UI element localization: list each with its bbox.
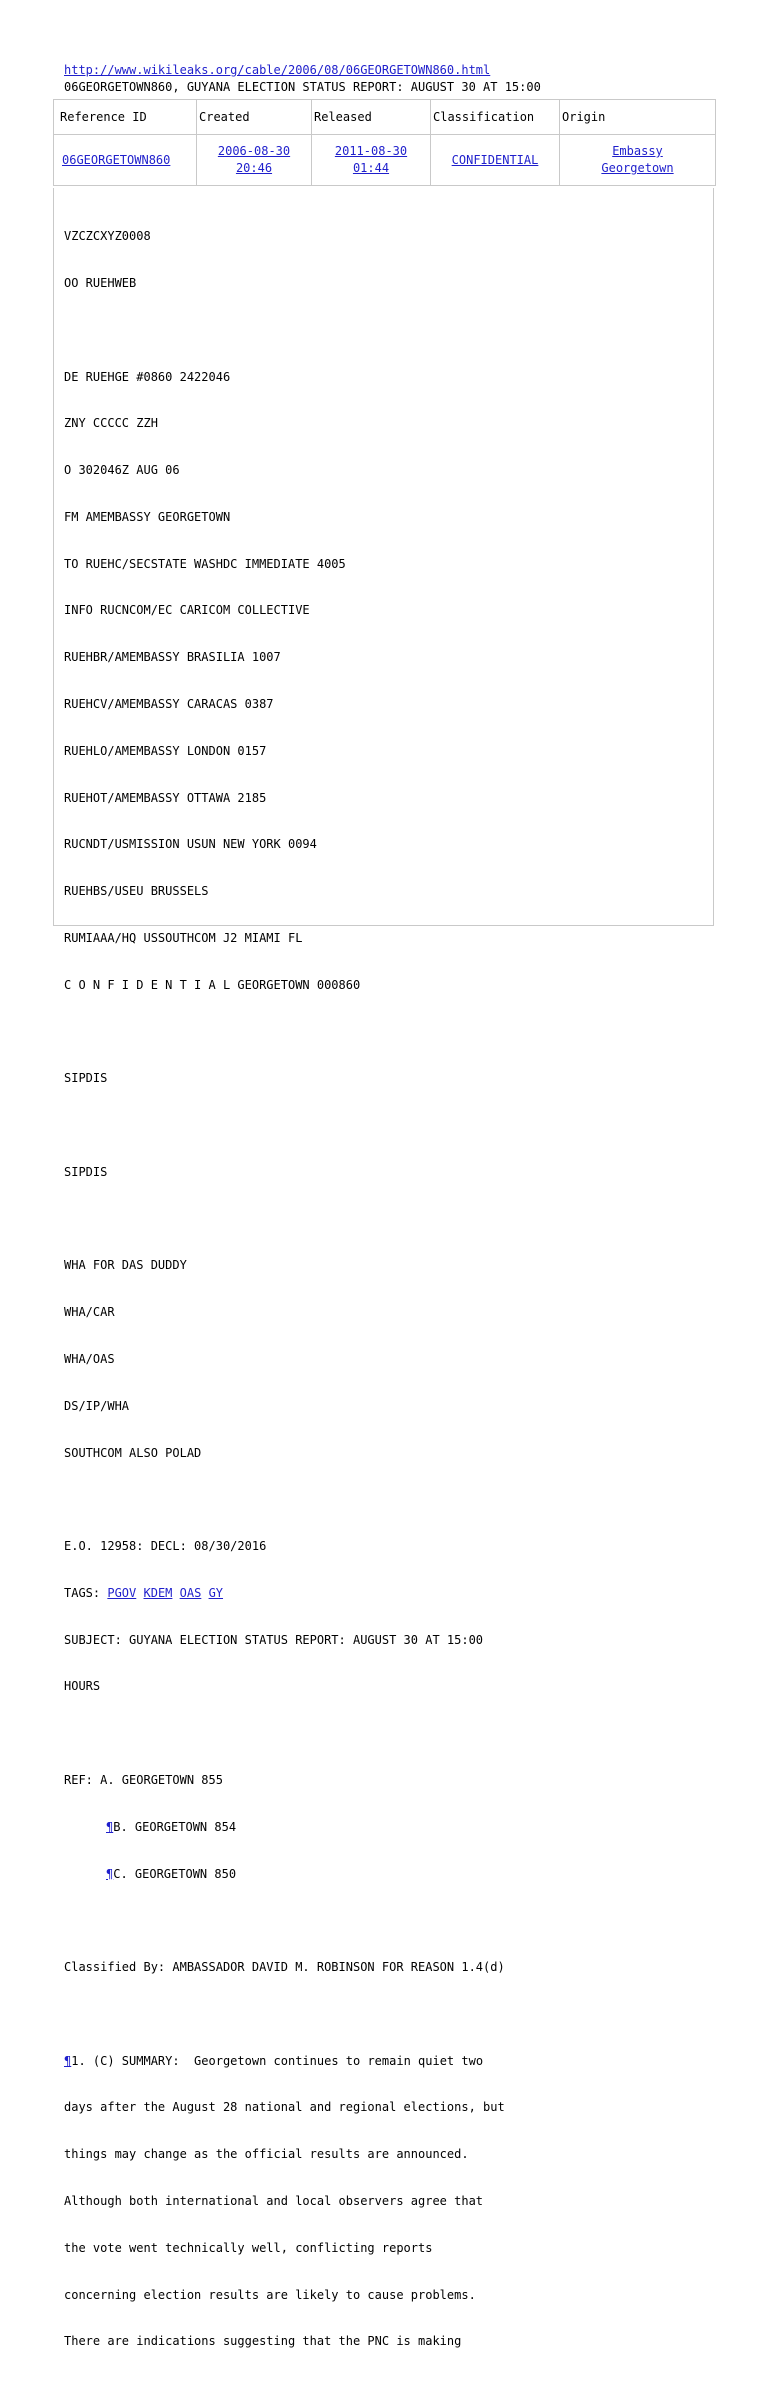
transmission-line: INFO RUCNCOM/EC CARICOM COLLECTIVE bbox=[64, 603, 310, 618]
released-date-link[interactable] bbox=[335, 144, 407, 175]
routing-line: VZCZCXYZ0008 bbox=[64, 229, 151, 244]
source-url-link[interactable]: http://www.wikileaks.org/cable/2006/08/06GEORGETOWN860.html bbox=[64, 63, 491, 77]
sipdis-marker: SIPDIS bbox=[64, 1071, 108, 1086]
summary-paragraph-start: ¶1. (C) SUMMARY: Georgetown continues to remain quiet two bbox=[64, 2053, 484, 2068]
transmission-line: ZNY CCCCC ZZH bbox=[64, 416, 158, 431]
distribution-line: WHA FOR DAS DUDDY bbox=[64, 1258, 187, 1273]
metadata-value-row bbox=[54, 135, 716, 186]
transmission-line: FM AMEMBASSY GEORGETOWN bbox=[64, 509, 231, 524]
tag-link-gy[interactable]: GY bbox=[208, 1585, 224, 1600]
classification-link[interactable]: CONFIDENTIAL bbox=[451, 152, 539, 167]
distribution-line: WHA/CAR bbox=[64, 1305, 115, 1320]
tag-link-pgov[interactable]: PGOV bbox=[107, 1585, 137, 1600]
distribution-line: SOUTHCOM ALSO POLAD bbox=[64, 1445, 202, 1460]
header-origin: Origin bbox=[560, 100, 716, 135]
created-time: 20:46 bbox=[235, 161, 273, 175]
sipdis-marker: SIPDIS bbox=[64, 1164, 108, 1179]
cell-reference-id bbox=[54, 135, 197, 186]
created-date-link[interactable] bbox=[218, 144, 290, 175]
tags-label: TAGS: bbox=[64, 1585, 108, 1600]
transmission-line: RUEHCV/AMEMBASSY CARACAS 0387 bbox=[64, 697, 274, 711]
transmission-line: TO RUEHC/SECSTATE WASHDC IMMEDIATE 4005 bbox=[64, 556, 346, 571]
classified-by-line: Classified By: AMBASSADOR DAVID M. ROBINSON FOR REASON 1.4(d) bbox=[64, 1960, 505, 1975]
cable-metadata-table bbox=[53, 99, 716, 186]
cell-classification bbox=[431, 135, 560, 186]
transmission-line: RUMIAAA/HQ USSOUTHCOM J2 MIAMI FL bbox=[64, 930, 303, 945]
source-url-line bbox=[64, 63, 490, 78]
paragraph-anchor-icon[interactable]: ¶ bbox=[106, 1866, 114, 1881]
transmission-line: RUEHOT/AMEMBASSY OTTAWA 2185 bbox=[64, 790, 267, 805]
reference-c: ¶C. GEORGETOWN 850 bbox=[106, 1866, 237, 1881]
created-date: 2006-08-30 bbox=[217, 144, 291, 158]
cable-title: 06GEORGETOWN860, GUYANA ELECTION STATUS REPORT: AUGUST 30 AT 15:00 bbox=[64, 80, 541, 94]
summary-line: things may change as the official results are announced. bbox=[64, 2147, 469, 2162]
reference-a: REF: A. GEORGETOWN 855 bbox=[64, 1772, 223, 1787]
cable-body-box bbox=[53, 188, 714, 2349]
routing-line: OO RUEHWEB bbox=[64, 275, 137, 290]
summary-line: days after the August 28 national and regional elections, but bbox=[64, 2100, 505, 2115]
cable-text bbox=[64, 198, 707, 2381]
header-classification: Classification bbox=[431, 100, 560, 135]
tag-link-oas[interactable]: OAS bbox=[179, 1585, 202, 1600]
header-released: Released bbox=[312, 100, 431, 135]
reference-b: ¶B. GEORGETOWN 854 bbox=[106, 1819, 237, 1834]
subject-line: SUBJECT: GUYANA ELECTION STATUS REPORT: AUGUST 30 AT 15:00 bbox=[64, 1632, 484, 1647]
transmission-line: DE RUEHGE #0860 2422046 bbox=[64, 369, 231, 384]
distribution-line: DS/IP/WHA bbox=[64, 1398, 130, 1413]
paragraph-anchor-icon[interactable]: ¶ bbox=[64, 2053, 72, 2068]
transmission-line: RUEHBS/USEU BRUSSELS bbox=[64, 884, 209, 899]
reference-id-link[interactable]: 06GEORGETOWN860 bbox=[62, 152, 171, 167]
transmission-line: RUEHLO/AMEMBASSY LONDON 0157 bbox=[64, 743, 267, 758]
classification-banner: C O N F I D E N T I A L GEORGETOWN 000860 bbox=[64, 977, 361, 992]
transmission-line: RUEHBR/AMEMBASSY BRASILIA 1007 bbox=[64, 650, 281, 665]
summary-line: Although both international and local observers agree that bbox=[64, 2194, 484, 2208]
eo-line: E.O. 12958: DECL: 08/30/2016 bbox=[64, 1539, 267, 1554]
distribution-line: WHA/OAS bbox=[64, 1351, 115, 1366]
header-created: Created bbox=[197, 100, 312, 135]
transmission-line: O 302046Z AUG 06 bbox=[64, 463, 180, 478]
tag-link-kdem[interactable]: KDEM bbox=[143, 1585, 173, 1600]
released-time: 01:44 bbox=[352, 161, 390, 175]
subject-line-continued: HOURS bbox=[64, 1679, 101, 1694]
paragraph-anchor-icon[interactable]: ¶ bbox=[106, 1819, 114, 1834]
origin-line-1: Embassy bbox=[612, 144, 663, 158]
released-date: 2011-08-30 bbox=[334, 144, 408, 158]
summary-line: concerning election results are likely to cause problems. bbox=[64, 2287, 476, 2302]
metadata-header-row bbox=[54, 100, 716, 135]
header-reference-id: Reference ID bbox=[54, 100, 197, 135]
cell-released bbox=[312, 135, 431, 186]
origin-link[interactable] bbox=[601, 144, 673, 175]
cell-created bbox=[197, 135, 312, 186]
origin-line-2: Georgetown bbox=[601, 161, 674, 175]
transmission-line: RUCNDT/USMISSION USUN NEW YORK 0094 bbox=[64, 837, 317, 852]
tags-line bbox=[64, 1586, 707, 1602]
cell-origin bbox=[560, 135, 716, 186]
summary-line: There are indications suggesting that the PNC is making bbox=[64, 2334, 462, 2349]
summary-line: the vote went technically well, conflicting reports bbox=[64, 2240, 433, 2255]
